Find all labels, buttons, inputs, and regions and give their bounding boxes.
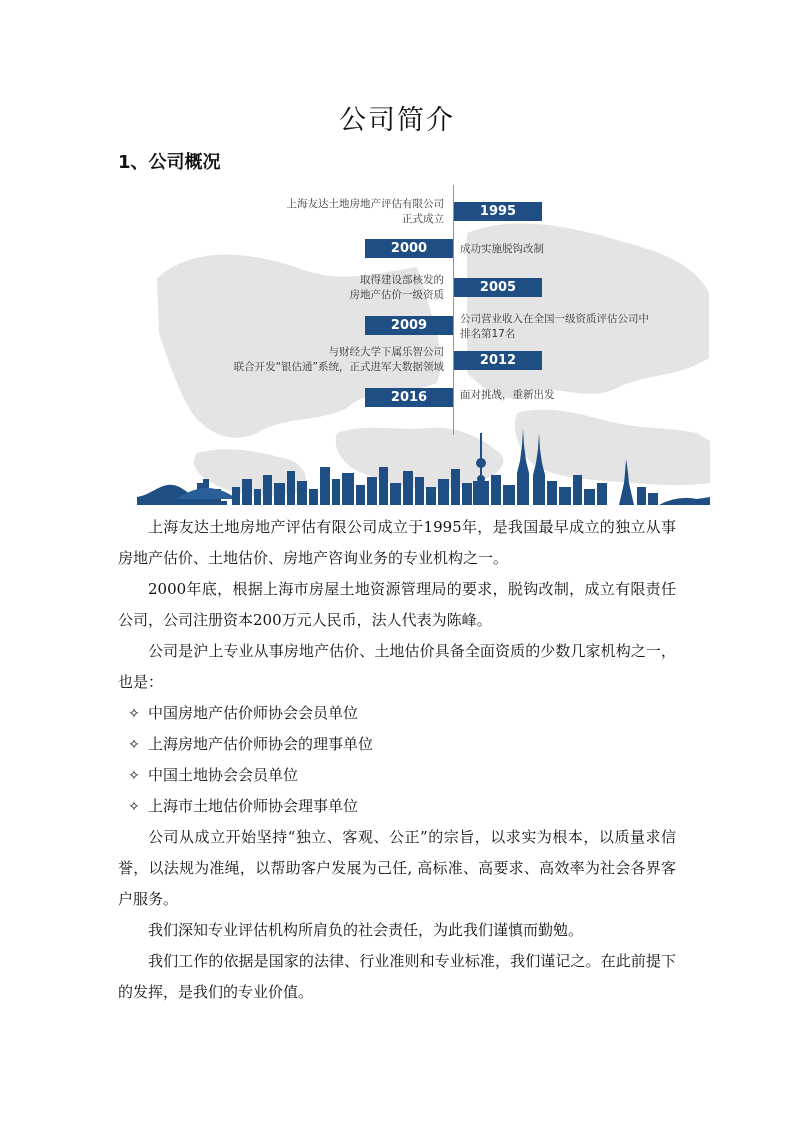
- timeline-event-2012: [234, 345, 444, 375]
- bullet-star-icon: ✧: [128, 768, 140, 784]
- year-badge-2016: 2016: [365, 388, 453, 407]
- list-item: ✧ 上海市土地估价师协会理事单位: [118, 791, 676, 822]
- paragraph-standards: 我们工作的依据是国家的法律、行业准则和专业标准，我们谨记之。在此前提下的发挥，是我们的专业价值。: [118, 952, 676, 1001]
- year-badge-2005: 2005: [454, 278, 542, 297]
- bullet-star-icon: ✧: [128, 706, 140, 722]
- timeline-axis: [453, 185, 454, 435]
- timeline-event-2005: [350, 273, 445, 303]
- timeline-event-2016: [460, 388, 555, 403]
- event-text-line: 联合开发“银估通”系统，正式进军大数据领域: [233, 361, 444, 373]
- paragraph-responsibility: 我们深知专业评估机构所肩负的社会责任，为此我们谨慎而勤勉。: [148, 921, 584, 939]
- section-heading: 1、公司概况: [118, 152, 221, 173]
- paragraph-overview: 上海友达土地房地产评估有限公司成立于1995年，是我国最早成立的独立从事房地产估价、土地估价、房地产咨询业务的专业机构之一。: [118, 518, 676, 567]
- bullet-star-icon: ✧: [128, 737, 140, 753]
- bullet-star-icon: ✧: [128, 799, 140, 815]
- timeline-event-2009: [460, 312, 649, 342]
- timeline-event-2000: [460, 242, 544, 257]
- event-text-line: 上海友达土地房地产评估有限公司: [286, 198, 444, 210]
- year-badge-1995: 1995: [454, 202, 542, 221]
- event-text-line: 取得建设部核发的: [360, 274, 444, 286]
- year-badge-2000: 2000: [365, 239, 453, 258]
- page-title: 公司简介: [339, 105, 455, 136]
- timeline-event-1995: [287, 197, 445, 227]
- body-text: [118, 512, 676, 1008]
- list-item: ✧ 上海房地产估价师协会的理事单位: [118, 729, 676, 760]
- membership-list: [118, 698, 676, 822]
- event-text-line: 公司营业收入在全国一级资质评估公司中: [460, 313, 649, 325]
- paragraph-qualifications: 公司是沪上专业从事房地产估价、土地估价具备全面资质的少数几家机构之一，也是：: [118, 642, 676, 691]
- event-text-line: 正式成立: [402, 213, 444, 225]
- paragraph-restructure: 2000年底，根据上海市房屋土地资源管理局的要求，脱钩改制，成立有限责任公司，公司注册资本200万元人民币，法人代表为陈峰。: [118, 580, 676, 629]
- company-timeline-graphic: [137, 183, 710, 505]
- event-text-line: 与财经大学下属乐智公司: [328, 346, 444, 358]
- event-text-line: 成功实施脱钩改制: [460, 243, 544, 255]
- year-badge-2009: 2009: [365, 316, 453, 335]
- event-text-line: 房地产估价一级资质: [349, 289, 444, 301]
- event-text-line: 面对挑战，重新出发: [460, 389, 555, 401]
- paragraph-principles: 公司从成立开始坚持“独立、客观、公正”的宗旨，以求实为根本，以质量求信誉，以法规为准绳，以帮助客户发展为己任, 高标准、高要求、高效率为社会各界客户服务。: [118, 828, 676, 908]
- year-badge-2012: 2012: [454, 351, 542, 370]
- event-text-line: 排名第17名: [460, 328, 516, 340]
- list-item: ✧ 中国土地协会会员单位: [118, 760, 676, 791]
- world-map-skyline-background: [137, 183, 710, 505]
- list-item: ✧ 中国房地产估价师协会会员单位: [118, 698, 676, 729]
